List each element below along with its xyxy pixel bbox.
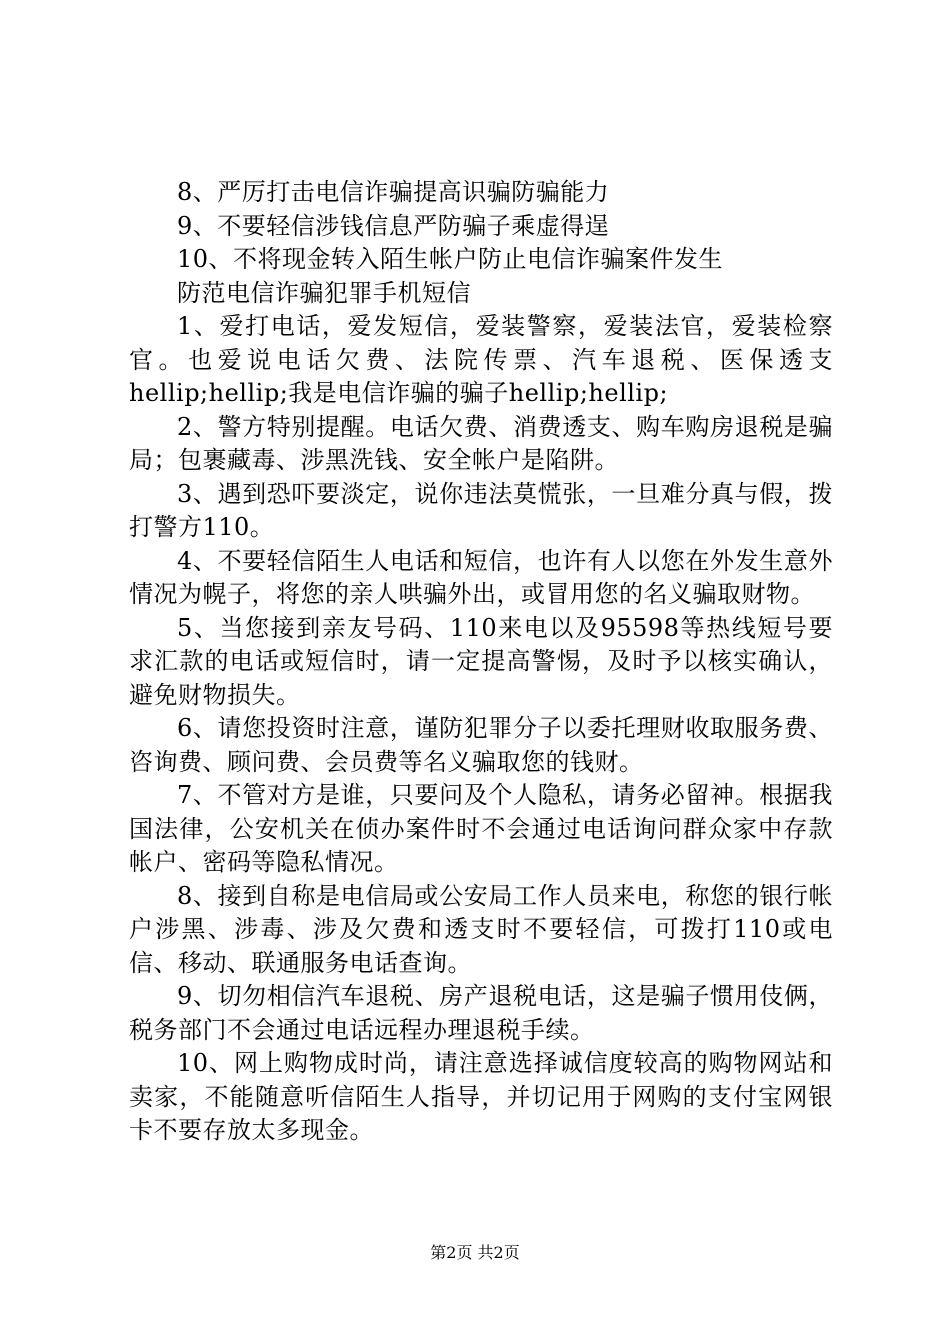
heading-line: 10、不将现金转入陌生帐户防止电信诈骗案件发生: [177, 245, 724, 273]
paragraph: 10、网上购物成时尚，请注意选择诚信度较高的购物网站和卖家，不能随意听信陌生人指导，并切记用于网购的支付宝网银卡不要存放太多现金。: [129, 1049, 833, 1144]
paragraph: 2、警方特别提醒。电话欠费、消费透支、购车购房退税是骗局；包裹藏毒、涉黑洗钱、安全帐户是陷阱。: [129, 412, 833, 474]
section-title: 防范电信诈骗犯罪手机短信: [177, 278, 471, 307]
paragraph: 9、切勿相信汽车退税、房产退税电话，这是骗子惯用伎俩，税务部门不会通过电话远程办理退税手续。: [129, 982, 833, 1044]
paragraph: 3、遇到恐吓要淡定，说你违法莫慌张，一旦难分真与假，拨打警方110。: [129, 479, 833, 541]
paragraph: 1、爱打电话，爱发短信，爱装警察，爱装法官，爱装检察官。也爱说电话欠费、法院传票、汽车退税、医保透支hellip;hellip;我是电信诈骗的骗子hellip;hellip;: [129, 312, 833, 407]
paragraph: 8、接到自称是电信局或公安局工作人员来电，称您的银行帐户涉黑、涉毒、涉及欠费和透支时不要轻信，可拨打110或电信、移动、联通服务电话查询。: [129, 881, 833, 977]
heading-line: 9、不要轻信涉钱信息严防骗子乘虚得逞: [177, 211, 610, 240]
document-body: [129, 176, 833, 1148]
paragraph: 4、不要轻信陌生人电话和短信，也许有人以您在外发生意外情况为幌子，将您的亲人哄骗外出，或冒用您的名义骗取财物。: [129, 546, 833, 608]
heading-line: 8、严厉打击电信诈骗提高识骗防骗能力: [177, 178, 610, 206]
paragraph: 6、请您投资时注意，谨防犯罪分子以委托理财收取服务费、咨询费、顾问费、会员费等名义骗取您的钱财。: [129, 714, 833, 776]
paragraph: 7、不管对方是谁，只要问及个人隐私，请务必留神。根据我国法律，公安机关在侦办案件时不会通过电话询问群众家中存款帐户、密码等隐私情况。: [129, 781, 833, 876]
page-number-footer: 第2页 共2页: [430, 1243, 520, 1262]
paragraph: 5、当您接到亲友号码、110来电以及95598等热线短号要求汇款的电话或短信时，请一定提高警惕，及时予以核实确认，避免财物损失。: [129, 613, 833, 709]
